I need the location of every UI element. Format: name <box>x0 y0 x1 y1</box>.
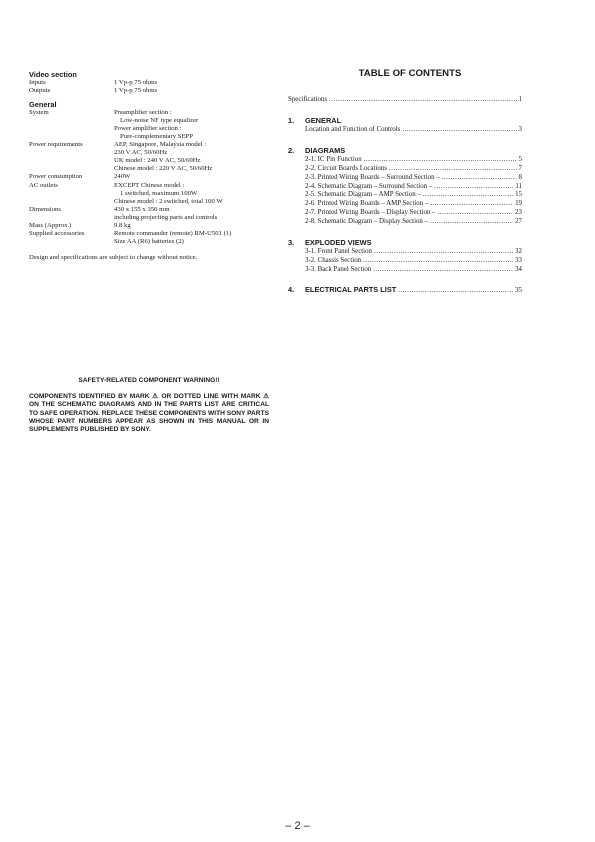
spec-value <box>114 230 279 246</box>
toc-entry[interactable] <box>288 266 522 275</box>
spec-value <box>114 109 279 141</box>
toc-leader-dots <box>364 156 517 165</box>
toc-entry[interactable] <box>288 200 522 209</box>
toc-page-number: 27 <box>515 218 522 226</box>
toc-section-title: EXPLODED VIEWS <box>305 238 372 248</box>
toc-entry-text: 2-5. Schematic Diagram – AMP Section – <box>305 191 421 199</box>
toc-entry-text: 2-7. Printed Wiring Boards – Display Section – <box>305 209 436 217</box>
toc-title: TABLE OF CONTENTS <box>358 68 462 79</box>
toc-page-number: 15 <box>515 191 522 199</box>
toc-leader-dots <box>438 209 514 218</box>
toc-leader-dots <box>430 200 513 209</box>
spec-value: 1 Vp-p 75 ohms <box>114 79 158 86</box>
toc-entry[interactable] <box>288 183 522 192</box>
toc-section-title <box>288 286 396 295</box>
toc-section-number: 3. <box>288 238 295 248</box>
toc-page-number: 8 <box>518 173 522 181</box>
toc-entry-text: 2-3. Printed Wiring Boards – Surround Section – <box>305 173 440 181</box>
toc-entry-text: Specifications <box>288 96 328 103</box>
toc-page-number: 35 <box>515 286 522 294</box>
spec-line: Remote commander (remote) RM-U501 (1) <box>114 229 232 237</box>
spec-row-power-requirements <box>29 141 279 173</box>
toc-page-number: 19 <box>515 200 522 208</box>
toc-page-number: 1 <box>518 96 522 103</box>
toc-entry-text: 3-3. Back Panel Section <box>305 265 372 273</box>
spec-value: 1 Vp-p 75 ohms <box>114 87 158 95</box>
spec-line: Chinese model : 2 switched, total 100 W <box>114 197 223 205</box>
spec-label: Inputs <box>29 79 46 86</box>
toc-leader-dots <box>389 165 517 174</box>
spec-value <box>114 206 279 222</box>
toc-section-exploded-views[interactable] <box>288 238 522 248</box>
spec-line: including projecting parts and controls <box>114 213 218 221</box>
spec-line: 1 switched, maximum 100W <box>120 189 198 197</box>
toc-leader-dots <box>402 126 516 135</box>
spec-line: Chinese model : 220 V AC, 50/60Hz <box>114 165 213 173</box>
toc-page-number: 32 <box>515 248 522 256</box>
spec-label: Power requirements <box>29 141 83 149</box>
spec-line: 230 V AC, 50/60Hz <box>114 149 168 157</box>
spec-line: Size AA (R6) batteries (2) <box>114 237 184 245</box>
spec-label: Dimensions <box>29 205 61 213</box>
toc-entry[interactable] <box>288 165 522 174</box>
toc-entry[interactable] <box>288 126 522 135</box>
toc-section-label: ELECTRICAL PARTS LIST <box>305 284 397 294</box>
video-section-heading: Video section <box>29 70 77 79</box>
spec-change-note: Design and specifications are subject to change without notice. <box>29 253 198 261</box>
toc-entry-specifications[interactable] <box>288 96 522 105</box>
toc-entry-text: 2-6. Printed Wiring Boards – AMP Section – <box>305 200 429 208</box>
toc-entry-text: 2-4. Schematic Diagram – Surround Section – <box>305 182 433 190</box>
toc-page-number: 5 <box>518 155 522 163</box>
safety-warning-body: COMPONENTS IDENTIFIED BY MARK ⚠ OR DOTTED LINE WITH MARK ⚠ ON THE SCHEMATIC DIAGRAMS AND IN THE PARTS LIST ARE CRITICAL TO SAFE OPERATION. REPLACE THESE COMPONENTS WITH SONY PARTS WHOSE PART NUMBERS APPEAR AS SHOWN IN THIS MANUAL OR IN SUPPLEMENTS PUBLISHED BY SONY. <box>29 393 269 434</box>
toc-section-number: 2. <box>288 145 295 155</box>
spec-label: Supplied accessories <box>29 229 85 237</box>
toc-entry-text: 3-2. Chassis Section <box>305 256 362 264</box>
toc-section-number: 4. <box>288 284 295 294</box>
spec-value: 240W <box>114 173 131 181</box>
spec-label: System <box>29 109 49 117</box>
spec-label: Power consumption <box>29 173 83 181</box>
specifications-block <box>29 70 279 262</box>
toc-leader-dots <box>329 96 517 105</box>
toc-entry-text: 2-2. Circuit Boards Locations <box>305 164 387 172</box>
toc-entry-text: Location and Function of Controls <box>305 125 401 133</box>
toc-leader-dots <box>374 248 513 257</box>
general-heading: General <box>29 100 57 110</box>
toc-leader-dots <box>423 191 513 200</box>
spec-line: Preamplifier section : <box>114 109 172 117</box>
toc-page-number: 34 <box>515 265 522 273</box>
spec-label: Outputs <box>29 87 51 95</box>
toc-leader-dots <box>373 266 513 275</box>
safety-warning <box>29 377 269 434</box>
toc-entry[interactable] <box>288 248 522 257</box>
toc-entry[interactable] <box>288 218 522 227</box>
table-of-contents <box>288 68 522 296</box>
spec-line: UK model : 240 V AC, 50/60Hz <box>114 157 201 165</box>
spec-value <box>114 141 279 173</box>
toc-section-general[interactable] <box>288 116 522 126</box>
spec-line: 430 x 155 x 350 mm <box>114 205 170 213</box>
spec-line: Pure-complementary SEPP <box>120 133 193 141</box>
toc-section-electrical-parts-list[interactable] <box>288 286 522 296</box>
spec-line: Power amplifier section : <box>114 125 182 133</box>
toc-entry-text: 3-1. Front Panel Section <box>305 248 372 256</box>
safety-warning-title: SAFETY-RELATED COMPONENT WARNING!! <box>78 377 220 384</box>
spec-label: Mass (Approx.) <box>29 221 72 229</box>
toc-leader-dots <box>430 218 513 227</box>
toc-entry[interactable] <box>288 191 522 200</box>
toc-leader-dots <box>434 183 513 192</box>
toc-entry[interactable] <box>288 209 522 218</box>
toc-entry-text: 2-1. IC Pin Function <box>305 155 362 163</box>
toc-page-number: 33 <box>515 256 522 264</box>
page-number: – 2 – <box>285 820 310 832</box>
toc-page-number: 7 <box>518 164 522 172</box>
toc-section-title: GENERAL <box>305 115 342 125</box>
spec-line: AEP, Singapore, Malaysia model : <box>114 141 207 149</box>
toc-leader-dots <box>363 257 513 266</box>
spec-row-outputs <box>29 87 279 95</box>
toc-entry[interactable] <box>288 174 522 183</box>
spec-row-inputs <box>29 79 279 87</box>
toc-entry[interactable] <box>288 257 522 266</box>
toc-section-number: 1. <box>288 115 295 125</box>
spec-line: Low-noise NF type equalizer <box>120 117 199 125</box>
toc-page-number: 3 <box>518 125 522 133</box>
spec-row-power-consumption <box>29 173 279 181</box>
toc-section-diagrams[interactable] <box>288 146 522 156</box>
spec-row-accessories <box>29 230 279 246</box>
toc-leader-dots <box>442 174 517 183</box>
spec-row-mass <box>29 222 279 230</box>
spec-row-dimensions <box>29 206 279 222</box>
toc-section-title: DIAGRAMS <box>305 145 346 155</box>
toc-leader-dots <box>398 287 513 296</box>
toc-page-number: 23 <box>515 209 522 217</box>
toc-page-number: 11 <box>515 182 522 190</box>
spec-row-ac-outlets <box>29 182 279 206</box>
spec-row-system <box>29 109 279 141</box>
toc-entry-text: 2-8. Schematic Diagram – Display Section – <box>305 218 429 226</box>
toc-entry[interactable] <box>288 156 522 165</box>
spec-value <box>114 182 279 206</box>
spec-label: AC outlets <box>29 181 58 189</box>
spec-value: 9.8 kg <box>114 221 131 229</box>
spec-line: EXCEPT Chinese model : <box>114 181 185 189</box>
